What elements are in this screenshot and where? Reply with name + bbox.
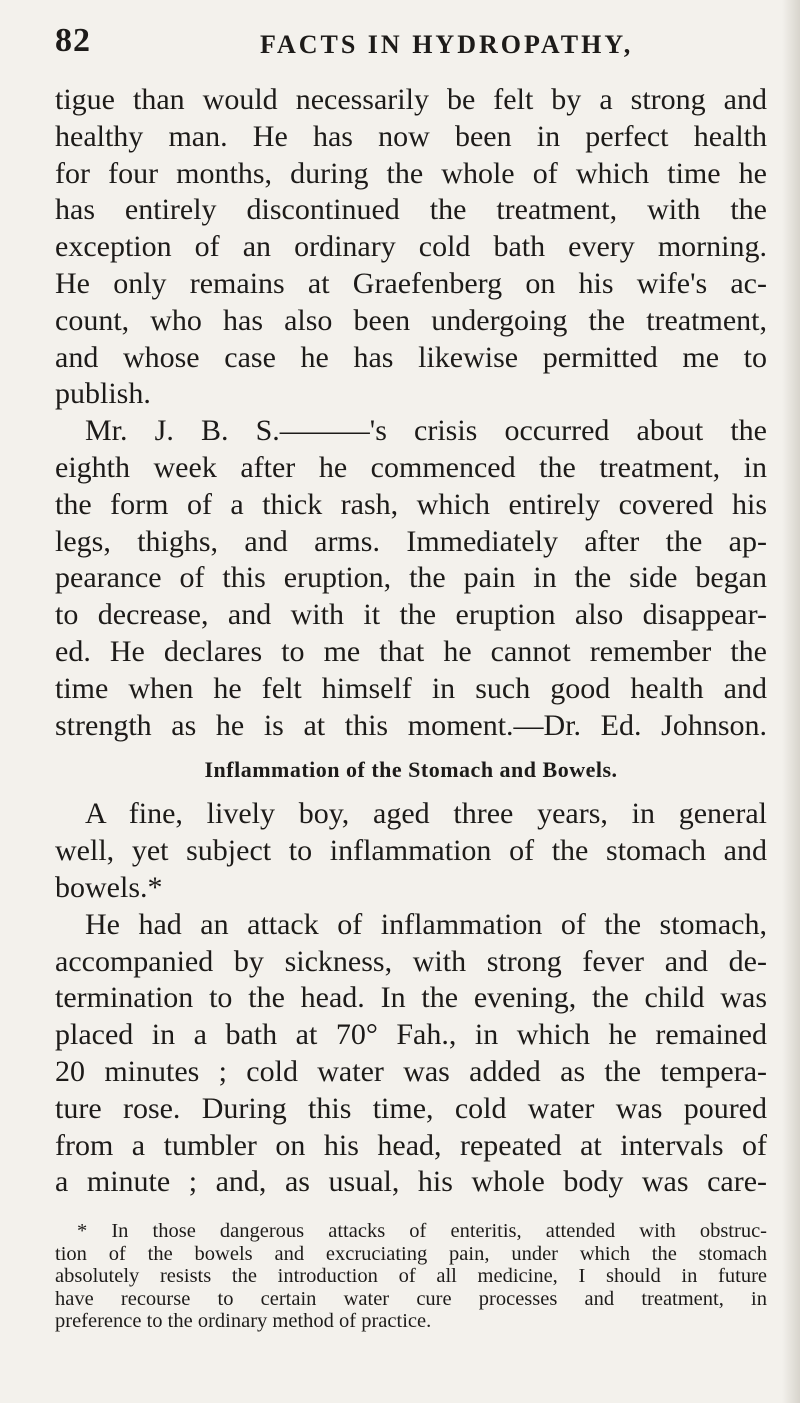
text-line: count, who has also been undergoing the treatment, [55,303,767,337]
text-line: has entirely discontinued the treatment, with the [55,193,767,227]
text-line: a minute ; and, as usual, his whole body was care- [55,1165,767,1199]
footnote-line: preference to the ordinary method of practice. [55,1310,432,1332]
text-line: termination to the head. In the evening, the child was [55,981,767,1015]
footnote-line: have recourse to certain water cure processes and treatment, in [55,1287,767,1310]
text-line: time when he felt himself in such good health and [55,671,767,705]
text-line: well, yet subject to inflammation of the stomach and [55,834,767,868]
text-line: A fine, lively boy, aged three years, in general [85,797,767,831]
footnote-line: tion of the bowels and excruciating pain, under which the stomach [55,1242,767,1265]
text-line: strength as he is at this moment.—Dr. Ed. Johnson. [55,708,767,742]
text-line: Mr. J. B. S.———'s crisis occurred about the [85,414,767,448]
text-line: tigue than would necessarily be felt by a strong and [55,83,767,116]
page-number: 82 [55,22,91,59]
footnote [55,1220,767,1333]
text-line: He had an attack of inflammation of the stomach, [85,907,767,941]
section-heading: Inflammation of the Stomach and Bowels. [204,757,618,783]
text-line: accompanied by sickness, with strong fever and de- [55,944,767,978]
text-line: to decrease, and with it the eruption also disappear- [55,598,767,632]
page-header [55,22,775,62]
text-line: 20 minutes ; cold water was added as the tempera- [55,1054,767,1088]
text-line: healthy man. He has now been in perfect health [55,119,767,153]
text-line: and whose case he has likewise permitted me to [55,340,767,374]
text-line: ture rose. During this time, cold water was poured [55,1091,767,1125]
text-line: for four months, during the whole of which time he [55,156,767,190]
text-line: the form of a thick rash, which entirely covered his [55,487,767,521]
text-line: placed in a bath at 70° Fah., in which he remained [55,1018,767,1052]
text-line: publish. [55,377,151,411]
text-line: bowels.* [55,870,163,904]
text-line: legs, thighs, and arms. Immediately after the ap- [55,524,767,558]
text-line: ed. He declares to me that he cannot remember the [55,634,767,668]
text-line: from a tumbler on his head, repeated at intervals of [55,1128,767,1162]
main-text [55,82,767,1201]
text-line: pearance of this eruption, the pain in the side began [55,561,767,595]
text-line: He only remains at Graefenberg on his wife's ac- [55,266,767,300]
text-line: exception of an ordinary cold bath every morning. [55,230,767,264]
running-title: FACTS IN HYDROPATHY, [260,30,634,59]
footnote-line: absolutely resists the introduction of all medicine, I should in future [55,1265,767,1287]
footnote-line: * In those dangerous attacks of enteritis, attended with obstruc- [77,1220,767,1242]
text-line: eighth week after he commenced the treatment, in [55,450,767,484]
page-edge-shadow [782,0,800,1403]
